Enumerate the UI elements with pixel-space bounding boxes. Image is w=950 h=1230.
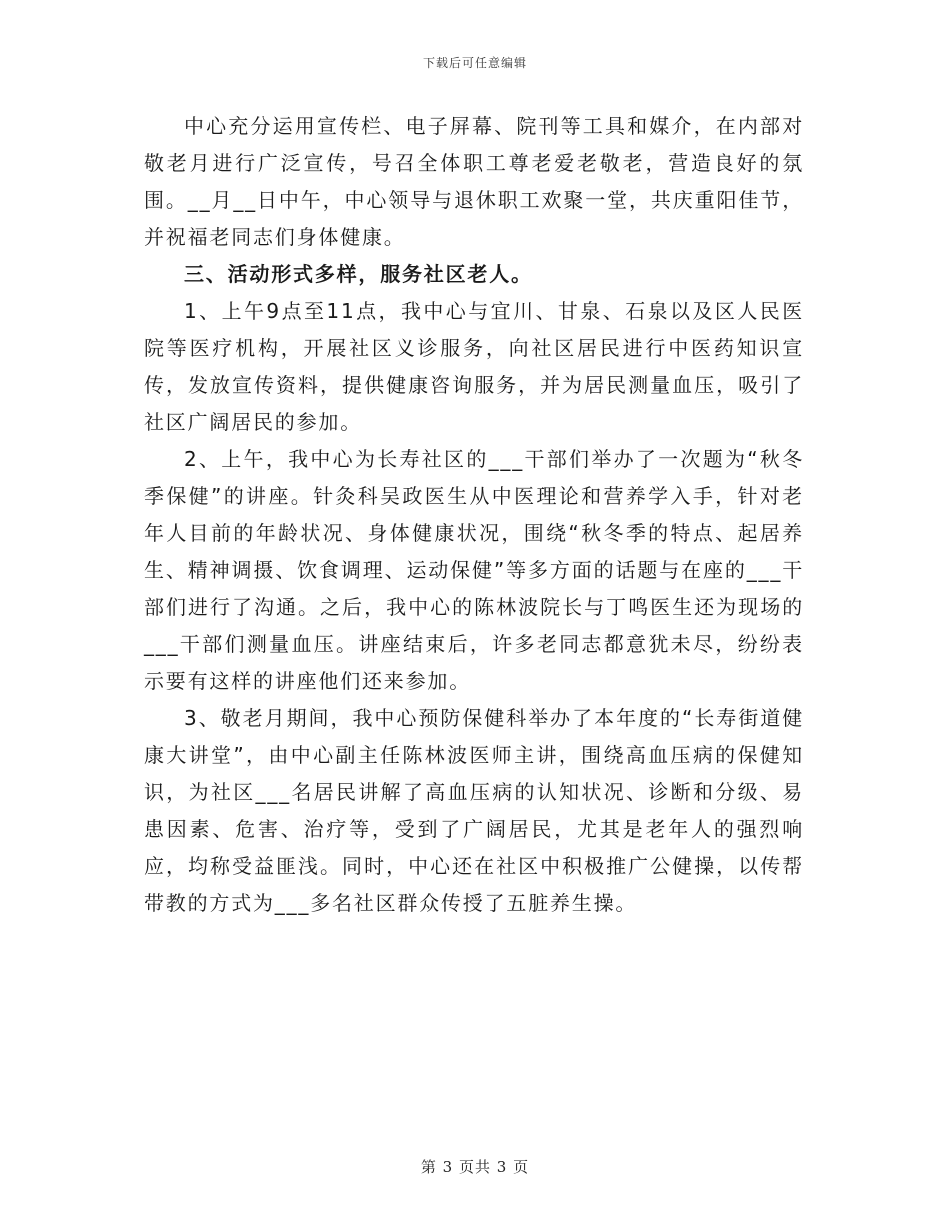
- paragraph-free-clinic: 1、上午9点至11点，我中心与宜川、甘泉、石泉以及区人民医院等医疗机构，开展社区义诊服务，向社区居民进行中医药知识宣传，发放宣传资料，提供健康咨询服务，并为居民测量血压，吸引了社区广阔居民的参加。: [144, 299, 804, 434]
- section-heading-activities: 三、活动形式多样，服务社区老人。: [184, 262, 533, 286]
- document-body: [144, 108, 804, 922]
- page-number-footer: 第 3 页共 3 页: [420, 1158, 530, 1176]
- header-note: 下载后可任意编辑: [422, 56, 527, 70]
- paragraph-health-lecture: 2、上午，我中心为长寿社区的___干部们举办了一次题为“秋冬季保健”的讲座。针灸科吴政医生从中医理论和营养学入手，针对老年人目前的年龄状况、身体健康状况，围绕“秋冬季的特点、起居养生、精神调摄、饮食调理、运动保健”等多方面的话题与在座的___干部们进行了沟通。之后，我中心的陈林波院长与丁鸣医生还为现场的___干部们测量血压。讲座结束后，许多老同志都意犹未尽，纷纷表示要有这样的讲座他们还来参加。: [144, 447, 804, 693]
- paragraph-publicity: 中心充分运用宣传栏、电子屏幕、院刊等工具和媒介，在内部对敬老月进行广泛宣传，号召全体职工尊老爱老敬老，营造良好的氛围。__月__日中午，中心领导与退休职工欢聚一堂，共庆重阳佳节，并祝福老同志们身体健康。: [144, 114, 804, 249]
- paragraph-health-classroom: 3、敬老月期间，我中心预防保健科举办了本年度的“长寿街道健康大讲堂”，由中心副主任陈林波医师主讲，围绕高血压病的保健知识，为社区___名居民讲解了高血压病的认知状况、诊断和分级、易患因素、危害、治疗等，受到了广阔居民，尤其是老年人的强烈响应，均称受益匪浅。同时，中心还在社区中积极推广公健操，以传帮带教的方式为___多名社区群众传授了五脏养生操。: [144, 706, 804, 915]
